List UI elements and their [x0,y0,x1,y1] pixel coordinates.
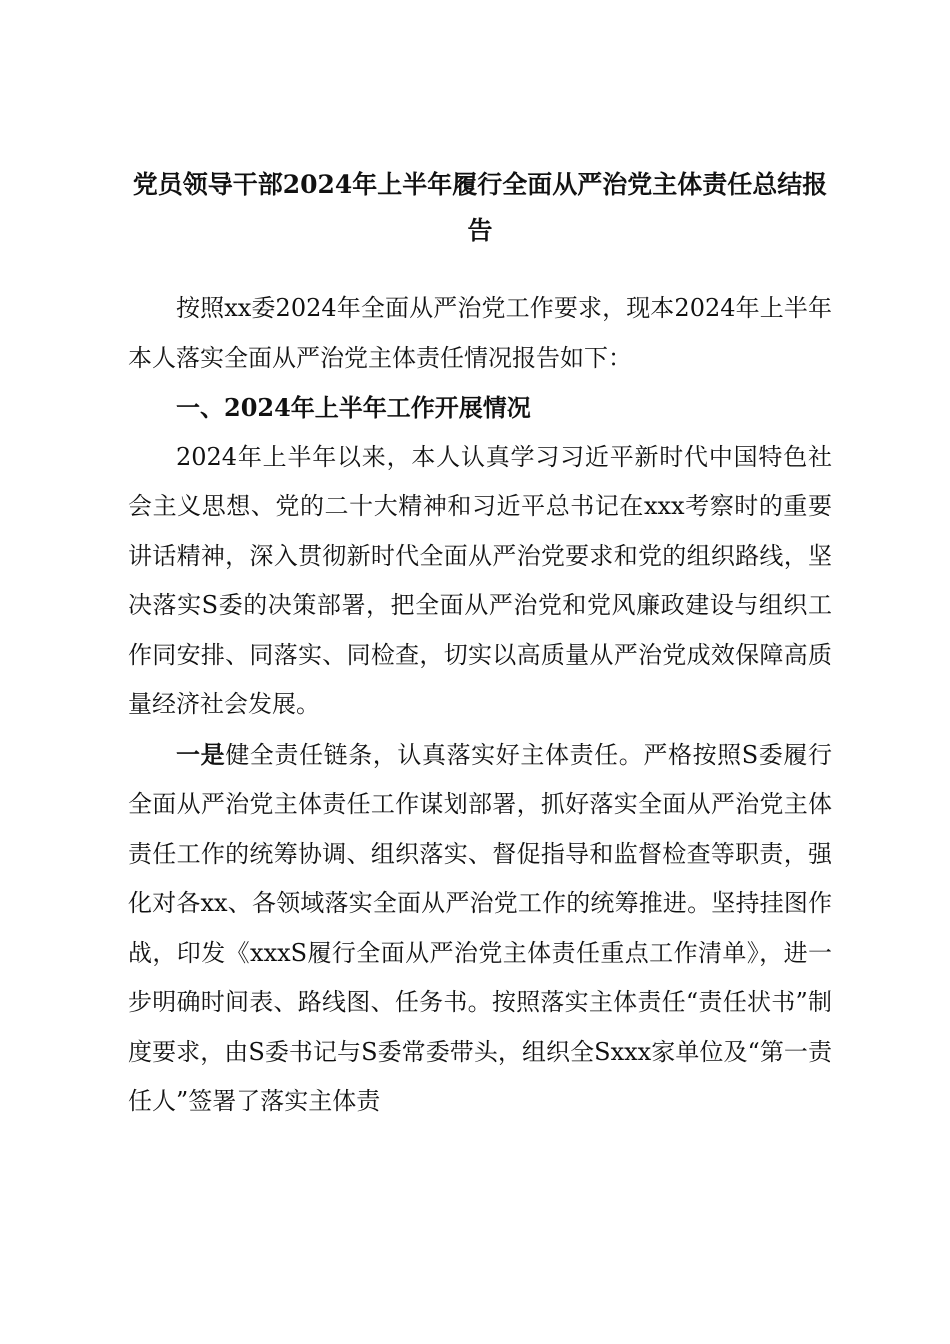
item-1-lead: 一是 [176,739,226,769]
item-1-body: 健全责任链条，认真落实好主体责任。严格按照S委履行全面从严治党主体责任工作谋划部署，抓好落实全面从严治党主体责任工作的统筹协调、组织落实、督促指导和监督检查等职责，强化对各xx、各领域落实全面从严治党工作的统筹推进。坚持挂图作战，印发《xxxS履行全面从严治党主体责任重点工作清单》，进一步明确时间表、路线图、任务书。按照落实主体责任“责任状书”制度要求，由S委书记与S委常委带头，组织全Sxxx家单位及“第一责任人”签署了落实主体责 [128,740,832,1115]
section-1-paragraph-1: 2024年上半年以来，本人认真学习习近平新时代中国特色社会主义思想、党的二十大精神和习近平总书记在xxx考察时的重要讲话精神，深入贯彻新时代全面从严治党要求和党的组织路线，坚决落实S委的决策部署，把全面从严治党和党风廉政建设与组织工作同安排、同落实、同检查，切实以高质量从严治党成效保障高质量经济社会发展。 [128,442,832,718]
item-1-paragraph [128,730,832,1127]
title-spacer [128,254,832,284]
intro-paragraph: 按照xx委2024年全面从严治党工作要求，现本2024年上半年本人落实全面从严治党主体责任情况报告如下： [128,294,832,372]
title-line-1: 党员领导干部2024年上半年履行全面从严治党主体责任总结报 [132,170,828,199]
document-page [128,150,832,1127]
document-title [128,150,832,254]
title-line-2: 告 [467,216,493,245]
section-1-heading: 一、2024年上半年工作开展情况 [176,393,531,422]
